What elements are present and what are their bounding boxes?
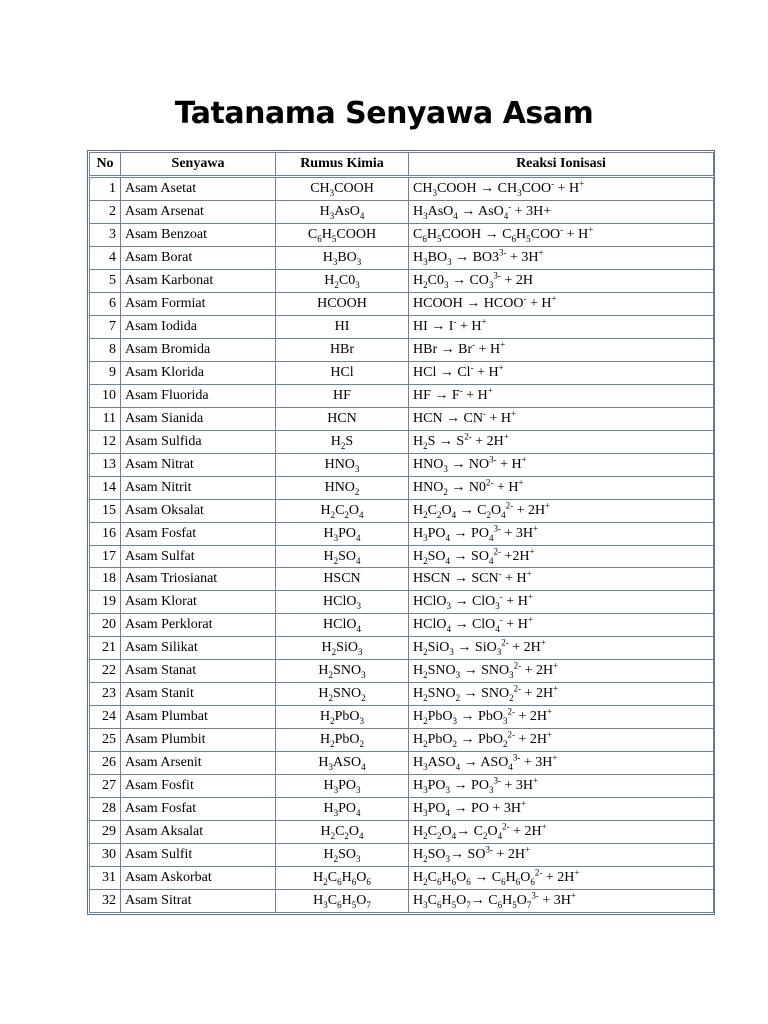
cell-reaksi-ionisasi: $H_2SNO_2 \to SNO_2^{2-} + 2H^+$ <box>409 683 714 706</box>
cell-senyawa: Asam Triosianat <box>121 568 276 591</box>
cell-rumus-kimia: $H_2C_2O_4$ <box>276 499 409 522</box>
cell-rumus-kimia: $HNO_2$ <box>276 476 409 499</box>
header-senyawa: Senyawa <box>121 153 276 177</box>
cell-senyawa: Asam Borat <box>121 247 276 270</box>
cell-senyawa: Asam Asetat <box>121 177 276 201</box>
cell-rumus-kimia: HF <box>276 384 409 407</box>
cell-no: 30 <box>90 843 121 866</box>
cell-senyawa: Asam Sitrat <box>121 889 276 912</box>
table-row <box>90 797 714 820</box>
cell-reaksi-ionisasi: HClO$_3$ → ClO$_3$- + H+ <box>409 591 714 614</box>
cell-senyawa: Asam Klorida <box>121 362 276 385</box>
cell-no: 28 <box>90 797 121 820</box>
cell-reaksi-ionisasi: $H_2C_2O_4 \to C_2O_4^{2-} + 2H^+$ <box>409 499 714 522</box>
cell-rumus-kimia: $C_6H_5COOH$ <box>276 224 409 247</box>
cell-senyawa: Asam Sulfida <box>121 430 276 453</box>
cell-no: 14 <box>90 476 121 499</box>
cell-no: 20 <box>90 614 121 637</box>
cell-rumus-kimia: $H_3PO_4$ <box>276 797 409 820</box>
table-body <box>90 177 714 913</box>
cell-no: 23 <box>90 683 121 706</box>
cell-no: 21 <box>90 637 121 660</box>
cell-no: 22 <box>90 660 121 683</box>
cell-reaksi-ionisasi: $H_2SO_3\to SO^{3-} + 2H^+$ <box>409 843 714 866</box>
cell-reaksi-ionisasi: $H_3AsO_4 \to AsO_4^- + 3H+$ <box>409 201 714 224</box>
cell-rumus-kimia: HCN <box>276 407 409 430</box>
cell-senyawa: Asam Plumbit <box>121 729 276 752</box>
cell-rumus-kimia: HClO$_3$ <box>276 591 409 614</box>
table-row <box>90 591 714 614</box>
cell-no: 26 <box>90 751 121 774</box>
cell-senyawa: Asam Bromida <box>121 339 276 362</box>
cell-reaksi-ionisasi: HSCN → SCN- + H+ <box>409 568 714 591</box>
table-row <box>90 637 714 660</box>
cell-reaksi-ionisasi: HI → I- + H+ <box>409 316 714 339</box>
cell-no: 16 <box>90 522 121 545</box>
cell-senyawa: Asam Arsenat <box>121 201 276 224</box>
cell-reaksi-ionisasi: $H_3PO_3 \to PO_3^{3-} + 3H^+$ <box>409 774 714 797</box>
table-row <box>90 224 714 247</box>
cell-rumus-kimia: HI <box>276 316 409 339</box>
cell-senyawa: Asam Iodida <box>121 316 276 339</box>
table-row <box>90 843 714 866</box>
cell-rumus-kimia: $H_3PO_3$ <box>276 774 409 797</box>
table-row <box>90 316 714 339</box>
cell-senyawa: Asam Fosfit <box>121 774 276 797</box>
cell-senyawa: Asam Stanat <box>121 660 276 683</box>
cell-senyawa: Asam Askorbat <box>121 866 276 889</box>
cell-rumus-kimia: HSCN <box>276 568 409 591</box>
table-row <box>90 362 714 385</box>
cell-senyawa: Asam Benzoat <box>121 224 276 247</box>
table-row <box>90 889 714 912</box>
cell-senyawa: Asam Fluorida <box>121 384 276 407</box>
cell-no: 32 <box>90 889 121 912</box>
cell-no: 11 <box>90 407 121 430</box>
cell-rumus-kimia: HCl <box>276 362 409 385</box>
cell-rumus-kimia: $H_2C_6H_6O_6$ <box>276 866 409 889</box>
cell-reaksi-ionisasi: $H_2SO_4 \to SO_4^{2-} +2H^+$ <box>409 545 714 568</box>
table-row <box>90 774 714 797</box>
table-row <box>90 614 714 637</box>
cell-rumus-kimia: $H_2C_2O_4$ <box>276 820 409 843</box>
cell-rumus-kimia: $H_2C0_3$ <box>276 270 409 293</box>
cell-rumus-kimia: HCOOH <box>276 293 409 316</box>
cell-reaksi-ionisasi: $H_2C_6H_6O_6 \to C_6H_6O_6^{2-} + 2H^+$ <box>409 866 714 889</box>
cell-senyawa: Asam Perklorat <box>121 614 276 637</box>
header-no: No <box>90 153 121 177</box>
cell-no: 10 <box>90 384 121 407</box>
cell-reaksi-ionisasi: $H_2C_2O_4\to C_2O_4^{2-} + 2H^+$ <box>409 820 714 843</box>
header-rumus-kimia: Rumus Kimia <box>276 153 409 177</box>
header-reaksi-ionisasi: Reaksi Ionisasi <box>409 153 714 177</box>
table-row <box>90 339 714 362</box>
cell-no: 4 <box>90 247 121 270</box>
cell-rumus-kimia: $H_3PO_4$ <box>276 522 409 545</box>
cell-no: 1 <box>90 177 121 201</box>
cell-reaksi-ionisasi: HClO$_4$ → ClO$_4$- + H+ <box>409 614 714 637</box>
cell-rumus-kimia: $H_2SNO_2$ <box>276 683 409 706</box>
table-row <box>90 407 714 430</box>
table-row <box>90 568 714 591</box>
cell-senyawa: Asam Aksalat <box>121 820 276 843</box>
cell-rumus-kimia: $H_2S$ <box>276 430 409 453</box>
cell-reaksi-ionisasi: HCN → CN- + H+ <box>409 407 714 430</box>
table-row <box>90 545 714 568</box>
table-row <box>90 522 714 545</box>
table-row <box>90 751 714 774</box>
cell-rumus-kimia: $H_2SiO_3$ <box>276 637 409 660</box>
cell-no: 2 <box>90 201 121 224</box>
cell-reaksi-ionisasi: $H_2S \to S^{2-} + 2H^+$ <box>409 430 714 453</box>
cell-reaksi-ionisasi: $H_2PbO_3 \to PbO_3^{2-} + 2H^+$ <box>409 706 714 729</box>
cell-rumus-kimia: HClO$_4$ <box>276 614 409 637</box>
table-row <box>90 430 714 453</box>
cell-reaksi-ionisasi: HBr → Br- + H+ <box>409 339 714 362</box>
cell-no: 27 <box>90 774 121 797</box>
cell-rumus-kimia: $H_3AsO_4$ <box>276 201 409 224</box>
cell-senyawa: Asam Fosfat <box>121 522 276 545</box>
cell-reaksi-ionisasi: $H_2SNO_3 \to SNO_3^{2-} + 2H^+$ <box>409 660 714 683</box>
acid-nomenclature-table <box>89 152 714 913</box>
cell-reaksi-ionisasi: $H_2PbO_2 \to PbO_2^{2-} + 2H^+$ <box>409 729 714 752</box>
cell-no: 24 <box>90 706 121 729</box>
cell-no: 29 <box>90 820 121 843</box>
cell-rumus-kimia: HBr <box>276 339 409 362</box>
cell-no: 18 <box>90 568 121 591</box>
cell-rumus-kimia: $H_2PbO_2$ <box>276 729 409 752</box>
cell-no: 31 <box>90 866 121 889</box>
acid-nomenclature-table-frame <box>87 150 715 915</box>
cell-rumus-kimia: $H_2SO_4$ <box>276 545 409 568</box>
cell-reaksi-ionisasi: $H_3BO_3 \to BO3^{3-} + 3H^+$ <box>409 247 714 270</box>
cell-reaksi-ionisasi: $H_2SiO_3 \to SiO_3^{2-} + 2H^+$ <box>409 637 714 660</box>
cell-no: 6 <box>90 293 121 316</box>
cell-rumus-kimia: $H_3C_6H_5O_7$ <box>276 889 409 912</box>
cell-reaksi-ionisasi: $HNO_2 \to N0^{2-} + H^+$ <box>409 476 714 499</box>
cell-rumus-kimia: $H_3ASO_4$ <box>276 751 409 774</box>
page-title: Tatanama Senyawa Asam <box>174 96 594 131</box>
cell-senyawa: Asam Sianida <box>121 407 276 430</box>
cell-senyawa: Asam Arsenit <box>121 751 276 774</box>
cell-rumus-kimia: $H_2SO_3$ <box>276 843 409 866</box>
table-row <box>90 683 714 706</box>
table-row <box>90 293 714 316</box>
cell-senyawa: Asam Nitrat <box>121 453 276 476</box>
cell-no: 25 <box>90 729 121 752</box>
cell-no: 3 <box>90 224 121 247</box>
cell-rumus-kimia: $H_2SNO_3$ <box>276 660 409 683</box>
table-header-row <box>90 153 714 177</box>
table-row <box>90 270 714 293</box>
table-row <box>90 201 714 224</box>
cell-no: 7 <box>90 316 121 339</box>
cell-no: 12 <box>90 430 121 453</box>
cell-reaksi-ionisasi: $H_3C_6H_5O_7\to C_6H_5O_7^{3-} + 3H^+$ <box>409 889 714 912</box>
cell-reaksi-ionisasi: $C_6H_5COOH \to C_6H_5COO^- + H^+$ <box>409 224 714 247</box>
cell-senyawa: Asam Stanit <box>121 683 276 706</box>
cell-senyawa: Asam Nitrit <box>121 476 276 499</box>
cell-no: 5 <box>90 270 121 293</box>
cell-senyawa: Asam Plumbat <box>121 706 276 729</box>
cell-rumus-kimia: $CH_3COOH$ <box>276 177 409 201</box>
table-row <box>90 820 714 843</box>
cell-senyawa: Asam Karbonat <box>121 270 276 293</box>
cell-rumus-kimia: $H_2PbO_3$ <box>276 706 409 729</box>
cell-reaksi-ionisasi: $H_2C0_3 \to CO_3^{3-} + 2H$ <box>409 270 714 293</box>
cell-no: 19 <box>90 591 121 614</box>
cell-reaksi-ionisasi: HF → F- + H+ <box>409 384 714 407</box>
table-row <box>90 453 714 476</box>
table-row <box>90 247 714 270</box>
cell-no: 9 <box>90 362 121 385</box>
cell-senyawa: Asam Klorat <box>121 591 276 614</box>
cell-reaksi-ionisasi: $H_3PO_4 \to PO_4^{3-} + 3H^+$ <box>409 522 714 545</box>
cell-rumus-kimia: $H_3BO_3$ <box>276 247 409 270</box>
cell-senyawa: Asam Sulfit <box>121 843 276 866</box>
cell-senyawa: Asam Fosfat <box>121 797 276 820</box>
cell-no: 15 <box>90 499 121 522</box>
table-row <box>90 706 714 729</box>
cell-no: 13 <box>90 453 121 476</box>
cell-reaksi-ionisasi: HCOOH → HCOO- + H+ <box>409 293 714 316</box>
cell-reaksi-ionisasi: $H_3ASO_4 \to ASO_4^{3-} + 3H^+$ <box>409 751 714 774</box>
table-row <box>90 660 714 683</box>
cell-reaksi-ionisasi: $HNO_3 \to NO^{3-} + H^+$ <box>409 453 714 476</box>
cell-senyawa: Asam Oksalat <box>121 499 276 522</box>
cell-senyawa: Asam Formiat <box>121 293 276 316</box>
table-row <box>90 476 714 499</box>
table-row <box>90 499 714 522</box>
table-row <box>90 177 714 201</box>
cell-reaksi-ionisasi: $H_3PO_4$ → PO + 3H+ <box>409 797 714 820</box>
table-row <box>90 729 714 752</box>
cell-no: 8 <box>90 339 121 362</box>
table-row <box>90 384 714 407</box>
cell-reaksi-ionisasi: HCl → Cl- + H+ <box>409 362 714 385</box>
cell-senyawa: Asam Sulfat <box>121 545 276 568</box>
table-row <box>90 866 714 889</box>
cell-no: 17 <box>90 545 121 568</box>
cell-senyawa: Asam Silikat <box>121 637 276 660</box>
cell-rumus-kimia: $HNO_3$ <box>276 453 409 476</box>
cell-reaksi-ionisasi: $CH_3COOH \to CH_3COO^- + H^+$ <box>409 177 714 201</box>
